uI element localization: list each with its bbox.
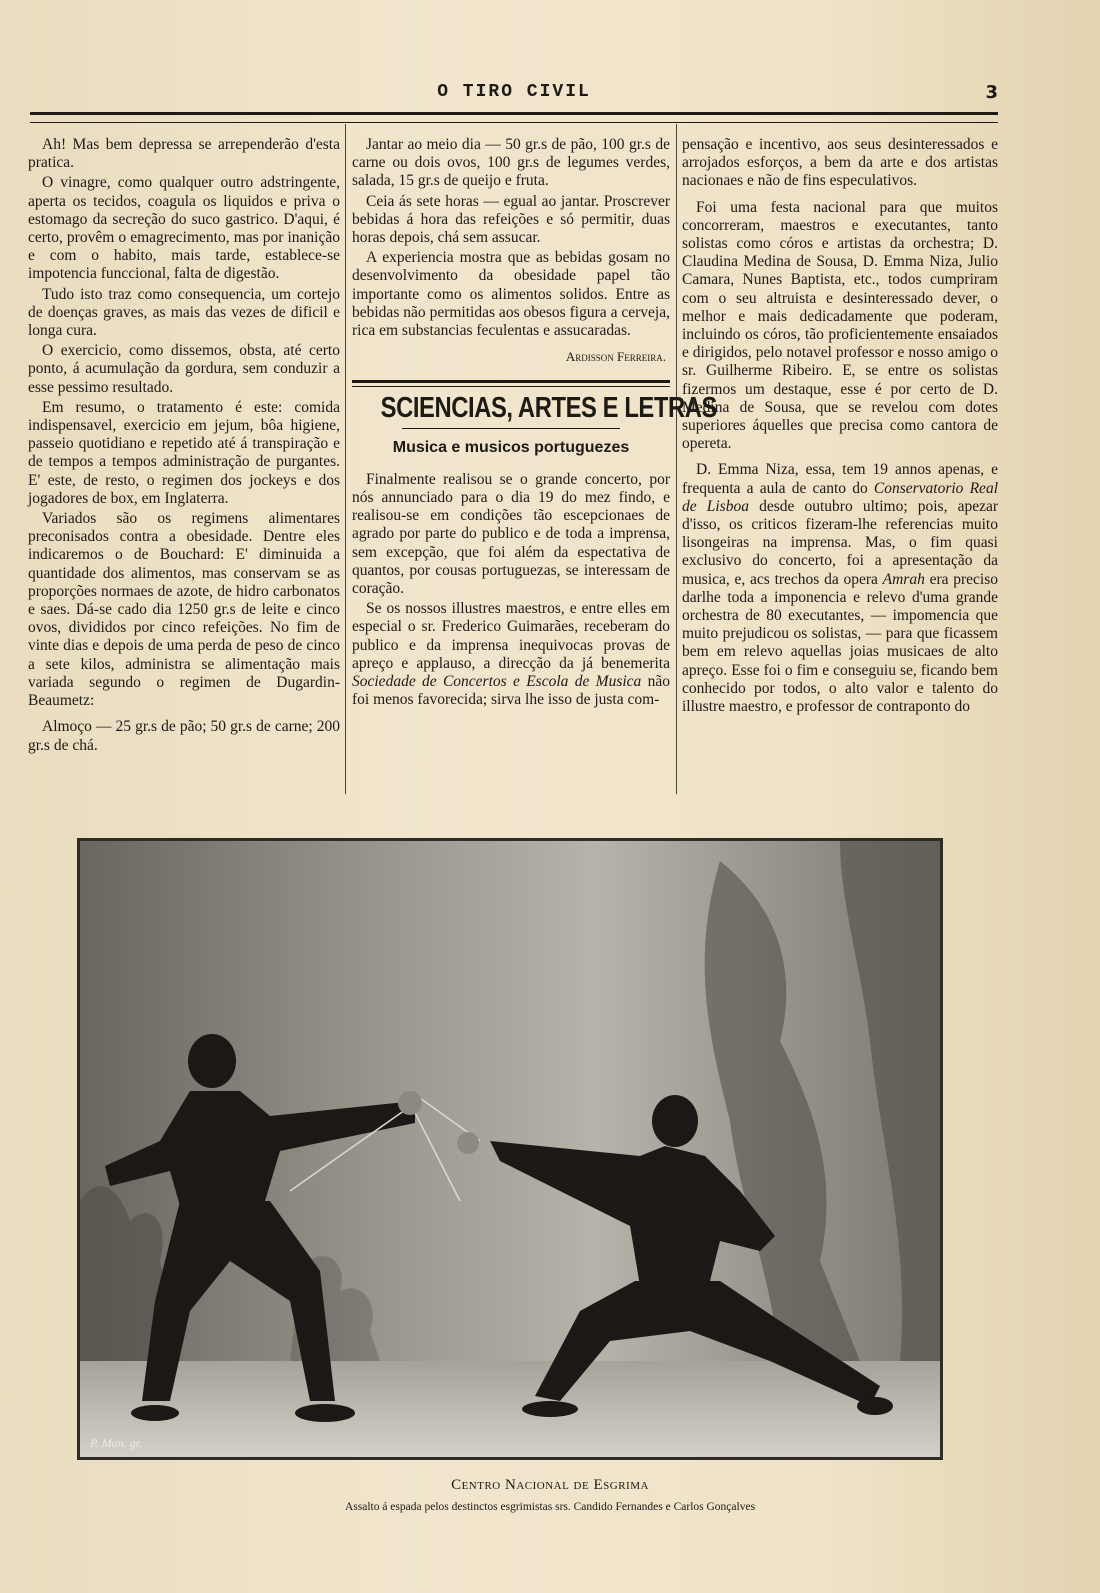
paragraph: Variados são os regimens alimentares preconisados contra a obesidade. Dentre eles indicaremos o de Bouchard: E' diminuida a quantidade dos alimentos, mas conservam se as proporções normaes de azote, de hidro carbonatos e saes. Dá-se cado dia 1250 gr.s de leite e cinco ovos, divididos por cinco refeições. No fim de vinte dias e depois de uma perda de peso de cinco a sete kilos, administra se alimentação mais variada segundo o regimen de Dugardin-Beaumetz: [28, 510, 340, 710]
article-title: Musica e musicos portuguezes [392, 438, 630, 456]
conservatory-name: Conservatorio Real de Lisboa [682, 479, 998, 515]
paragraph: Foi uma festa nacional para que muitos concorreram, maestros e executantes, tanto solistas como córos e artistas da orchestra; D. Claudina Medina de Sousa, D. Emma Niza, Julio Camara, Nunes Baptista, etc., todos cumpriram com o seu altruista e desinteressado dever, o melhor e mais dedicadamente que poderam, incluindo os córos, tão proficientemente ensaiados e dirigidos, pelo notavel professor e nosso amigo o sr. Guilherme Ribeiro. E, se entre os solistas fizermos um destaque, esse é por certo de D. Medina de Sousa, que se revelou com dotes superiores áquelles que precisa como cantora de opereta. [682, 198, 998, 453]
column-3 [682, 136, 998, 718]
photo-caption-subtitle: Assalto á espada pelos destinctos esgrimistas srs. Candido Fernandes e Carlos Gonçalves [344, 1501, 756, 1513]
paragraph: O exercicio, como dissemos, obsta, até certo ponto, á acumulação da gordura, sem conduzir a esse pessimo resultado. [28, 342, 340, 396]
text-run: D. Emma Niza, essa, tem 19 annos apenas, e frequenta a aula de canto do [682, 461, 998, 497]
sword-guard [457, 1132, 479, 1154]
paragraph [682, 461, 998, 716]
section-rule [352, 380, 670, 387]
column-2 [352, 136, 717, 711]
page-header [30, 82, 998, 106]
page-number: 3 [985, 82, 998, 103]
society-name: Sociedade de Concertos e Escola de Musica [352, 673, 642, 691]
author-signature: Ardisson Ferreira. [565, 349, 666, 365]
column-divider [676, 124, 677, 794]
opera-name: Amrah [882, 570, 925, 588]
fencing-photo [77, 838, 943, 1460]
text-run: era preciso darlhe toda a imponencia e relevo d'uma grande orchestra de 80 executantes, — impomencia que muito prejudicou os solistas, — para que ficassem bem em relevo aquellas joias musicaes de alto apreço. Esse foi o fim e conseguiu se, ficando bem conhecido por todos, o alto valor e talento do illustre maestro, e professor de contraponto do [682, 570, 999, 716]
paragraph: Almoço — 25 gr.s de pão; 50 gr.s de carne; 200 gr.s de chá. [28, 718, 340, 754]
text-run: Se os nossos illustres maestros, e entre elles em especial o sr. Frederico Guimarães, receberam do publico e da imprensa inequivocas provas de apreço e applauso, a direcção da já benemerita [352, 600, 670, 672]
paragraph: Ah! Mas bem depressa se arrependerão d'esta pratica. [28, 136, 340, 172]
paragraph: pensação e incentivo, aos seus desinteressados e arrojados esforços, a bem da arte e dos artistas nacionaes e não de fins especulativos. [682, 136, 998, 190]
paragraph: Ceia ás sete horas — egual ao jantar. Proscrever bebidas á hora das refeições e só permitir, duas horas depois, chá sem assucar. [352, 192, 670, 247]
section-title: SCIENCIAS, ARTES E LETRAS [380, 392, 717, 425]
fencing-photo-illustration [80, 841, 940, 1457]
paragraph: Jantar ao meio dia — 50 gr.s de pão, 100 gr.s de carne ou dois ovos, 100 gr.s de legumes verdes, salada, 15 gr.s de queijo e fruta. [352, 136, 670, 190]
text-run: desde outubro ultimo; pois, apezar d'isso, os criticos fizeram-lhe referencias muito lisongeiras na imprensa. Mas, o fim quasi exclusivo do concerto, foi a apresentação da musica, e, acs trechos da opera [682, 497, 999, 588]
paragraph: Em resumo, o tratamento é este: comida indispensavel, exercicio em jejum, bôa higiene, passeio quotidiano e repetido até á transpiração e de tempos a tempos administração de purgantes. E' este, de resto, o regimen dos jockeys e dos jogadores de box, em Inglaterra. [28, 398, 340, 507]
paragraph: O vinagre, como qualquer outro adstringente, aperta os tecidos, coagula os liquidos e priva o estomago da secreção do suco gastrico. D'aqui, é certo, provêm o emagrecimento, mas por inanição e com o habito, mais tarde, establece-se impotencia funccional, falta de digestão. [28, 174, 340, 283]
column-1 [28, 136, 340, 757]
paragraph: Finalmente realisou se o grande concerto, por nós annunciado para o dia 19 do mez findo, e realisou-se em condições tão escepcionaes de agrado por parte do publico e de toda a imprensa, sem excepção, que foi além da espectativa de quantos, por cousas portuguezas, se interessam de coração. [352, 470, 670, 598]
photo-caption-title: Centro Nacional de Esgrima [451, 1477, 649, 1493]
sword-guard [398, 1091, 422, 1115]
paragraph [352, 600, 670, 709]
engraver-signature: P. Man. gr. [90, 1436, 143, 1450]
paragraph: Tudo isto traz como consequencia, um cortejo de doenças graves, as mais das vezes de dificil e longa cura. [28, 285, 340, 340]
header-rule [30, 112, 998, 123]
paragraph: A experiencia mostra que as bebidas gosam no desenvolvimento da obesidade papel tão importante como os alimentos solidos. Entre as bebidas não permitidas aos obesos figura a cerveja, rica em substancias feculentas e assucaradas. [352, 249, 670, 340]
masthead: O TIRO CIVIL [437, 82, 591, 102]
text-run: não foi menos favorecida; sirva lhe isso de justa com- [352, 673, 671, 709]
section-rule [402, 428, 620, 429]
column-divider [345, 124, 346, 794]
